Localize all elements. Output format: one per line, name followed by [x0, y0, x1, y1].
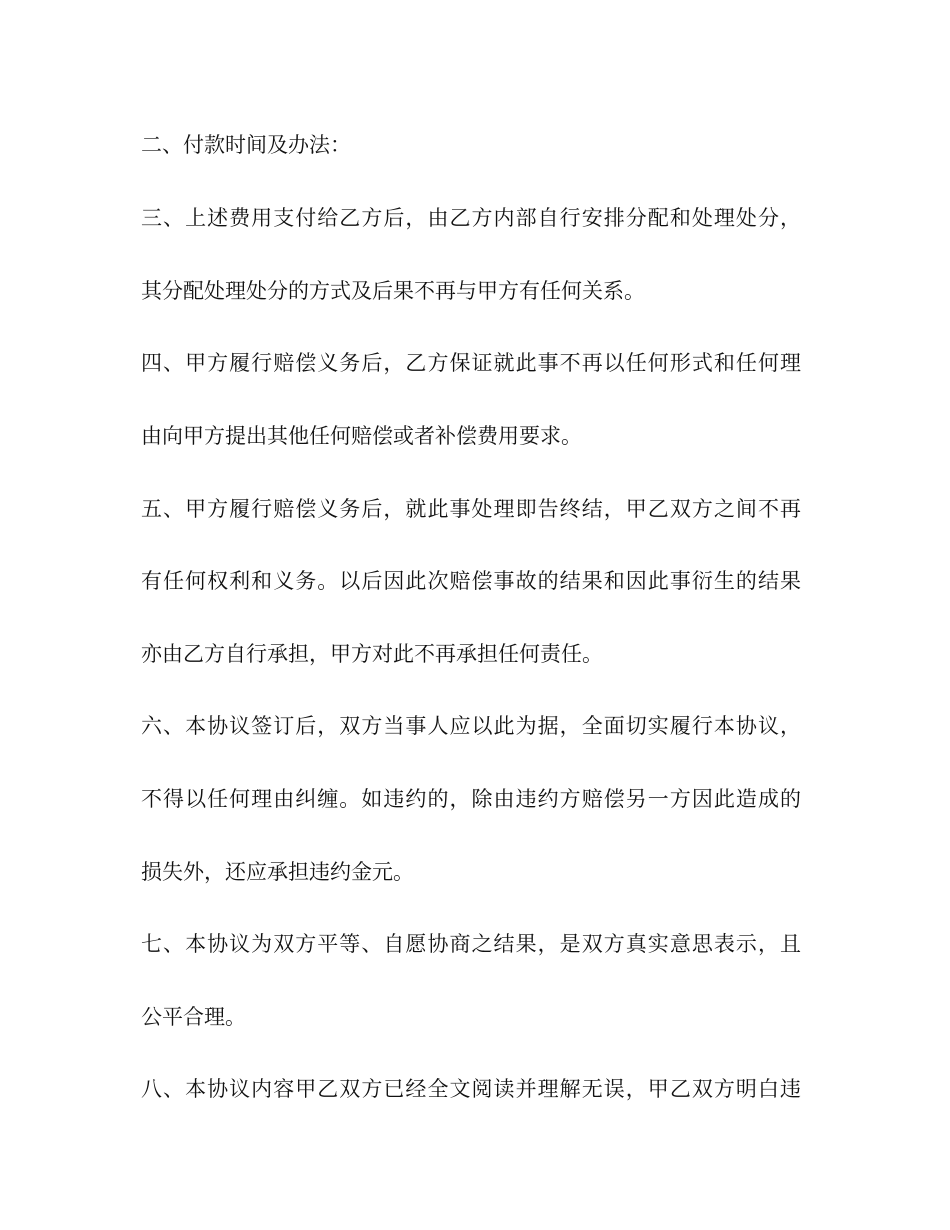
text-line: 其分配处理处分的方式及后果不再与甲方有任何关系。: [141, 279, 645, 303]
text-line: 二、付款时间及办法：: [141, 133, 351, 157]
text-line: 不得以任何理由纠缠。如违约的，除由违约方赔偿另一方因此造成的: [141, 787, 801, 811]
text-line: 七、本协议为双方平等、自愿协商之结果，是双方真实意思表示，且: [141, 932, 801, 956]
text-line: 三、上述费用支付给乙方后，由乙方内部自行安排分配和处理处分，: [141, 206, 801, 230]
text-line: 损失外，还应承担违约金元。: [141, 860, 414, 884]
text-line: 公平合理。: [141, 1005, 246, 1029]
text-line: 五、甲方履行赔偿义务后，就此事处理即告终结，甲乙双方之间不再: [141, 497, 801, 521]
text-line: 由向甲方提出其他任何赔偿或者补偿费用要求。: [141, 424, 582, 448]
text-line: 八、本协议内容甲乙双方已经全文阅读并理解无误，甲乙双方明白违: [141, 1077, 801, 1101]
text-line: 亦由乙方自行承担，甲方对此不再承担任何责任。: [141, 642, 603, 666]
text-line: 四、甲方履行赔偿义务后，乙方保证就此事不再以任何形式和任何理: [141, 351, 801, 375]
text-line: 六、本协议签订后，双方当事人应以此为据，全面切实履行本协议，: [141, 714, 801, 738]
text-line: 有任何权利和义务。以后因此次赔偿事故的结果和因此事衍生的结果: [141, 569, 801, 593]
